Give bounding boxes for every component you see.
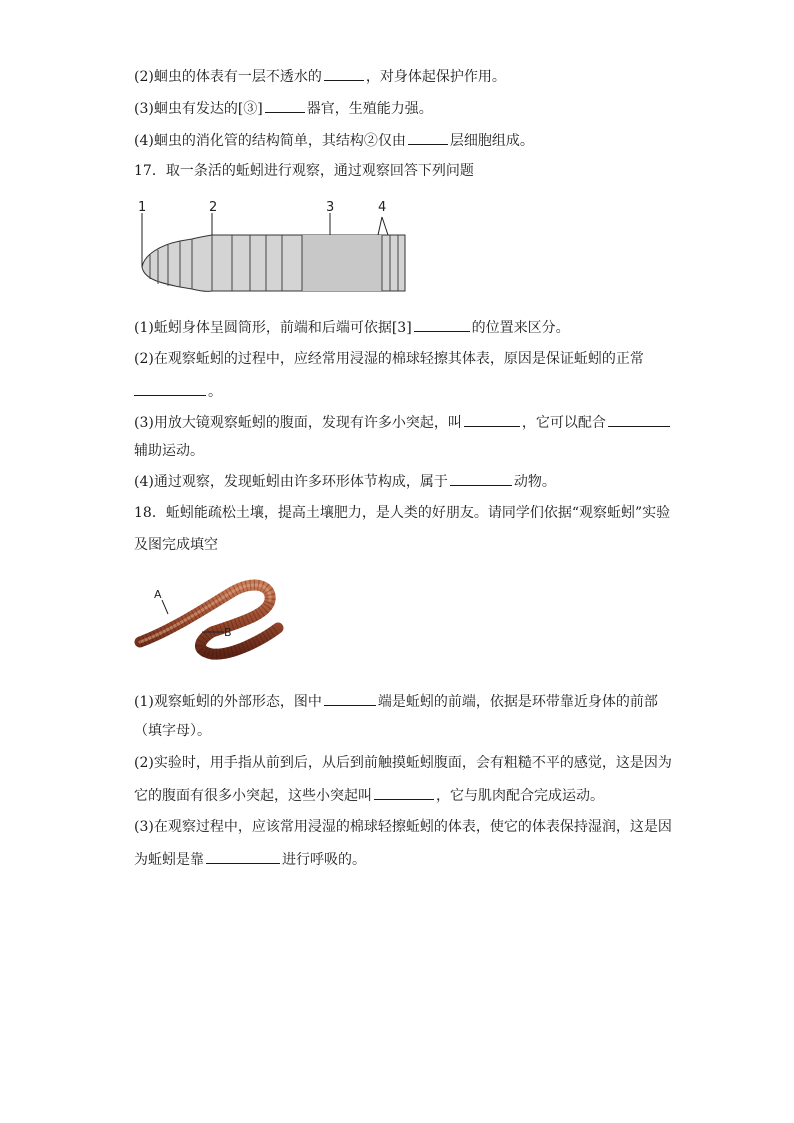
answer-blank[interactable] [464,412,520,427]
answer-blank[interactable] [608,412,670,427]
label-2: 2 [209,200,218,215]
q17-part4: (4)通过观察，发现蚯蚓由许多环形体节构成，属于 动物。 [134,471,556,492]
answer-blank[interactable] [450,471,512,486]
q16-part4: (4)蛔虫的消化管的结构简单，其结构②仅由 层细胞组成。 [134,130,534,151]
q17-part3-line2: 辅助运动。 [134,443,204,459]
earthworm-photo [132,570,284,662]
q16-part3: (3)蛔虫有发达的[③] 器官，生殖能力强。 [134,98,433,119]
answer-blank[interactable] [265,98,305,113]
label-1: 1 [138,200,147,215]
earthworm-segment-diagram [130,195,410,300]
q18-part2-line1: (2)实验时，用手指从前到后，从后到前触摸蚯蚓腹面，会有粗糙不平的感觉，这是因为 [134,755,672,771]
answer-blank[interactable] [134,381,206,396]
q18-part3-line1: (3)在观察过程中，应该常用浸湿的棉球轻擦蚯蚓的体表，使它的体表保持湿润，这是因 [134,819,672,835]
q17-part3-line1: (3)用放大镜观察蚯蚓的腹面，发现有许多小突起，叫 ，它可以配合 [134,412,672,433]
answer-blank[interactable] [374,785,434,800]
q17-stem: 17．取一条活的蚯蚓进行观察，通过观察回答下列问题 [134,163,474,179]
q18-stem-line2: 及图完成填空 [134,537,218,553]
q18-stem-line1: 18．蚯蚓能疏松土壤，提高土壤肥力，是人类的好朋友。请同学们依据“观察蚯蚓”实验 [134,505,671,521]
label-3: 3 [326,200,335,215]
q17-part1: (1)蚯蚓身体呈圆筒形，前端和后端可依据[3] 的位置来区分。 [134,317,570,338]
q17-part2-line2: 。 [134,381,222,402]
q18-part1-line2: （填字母）。 [134,723,211,739]
answer-blank[interactable] [414,317,470,332]
q18-part1-line1: (1)观察蚯蚓的外部形态，图中 端是蚯蚓的前端，依据是环带靠近身体的前部 [134,691,658,712]
answer-blank[interactable] [408,130,448,145]
label-b: B [224,626,232,639]
q16-part2: (2)蛔虫的体表有一层不透水的 ，对身体起保护作用。 [134,66,506,87]
answer-blank[interactable] [324,691,376,706]
label-a: A [154,588,162,601]
answer-blank[interactable] [206,849,280,864]
label-4: 4 [378,200,387,215]
q18-part2-line2: 它的腹面有很多小突起，这些小突起叫 ，它与肌肉配合完成运动。 [134,785,604,806]
q18-part3-line2: 为蚯蚓是靠 进行呼吸的。 [134,849,366,870]
q17-part2-line1: (2)在观察蚯蚓的过程中，应经常用浸湿的棉球轻擦其体表，原因是保证蚯蚓的正常 [134,351,644,367]
answer-blank[interactable] [324,66,364,81]
